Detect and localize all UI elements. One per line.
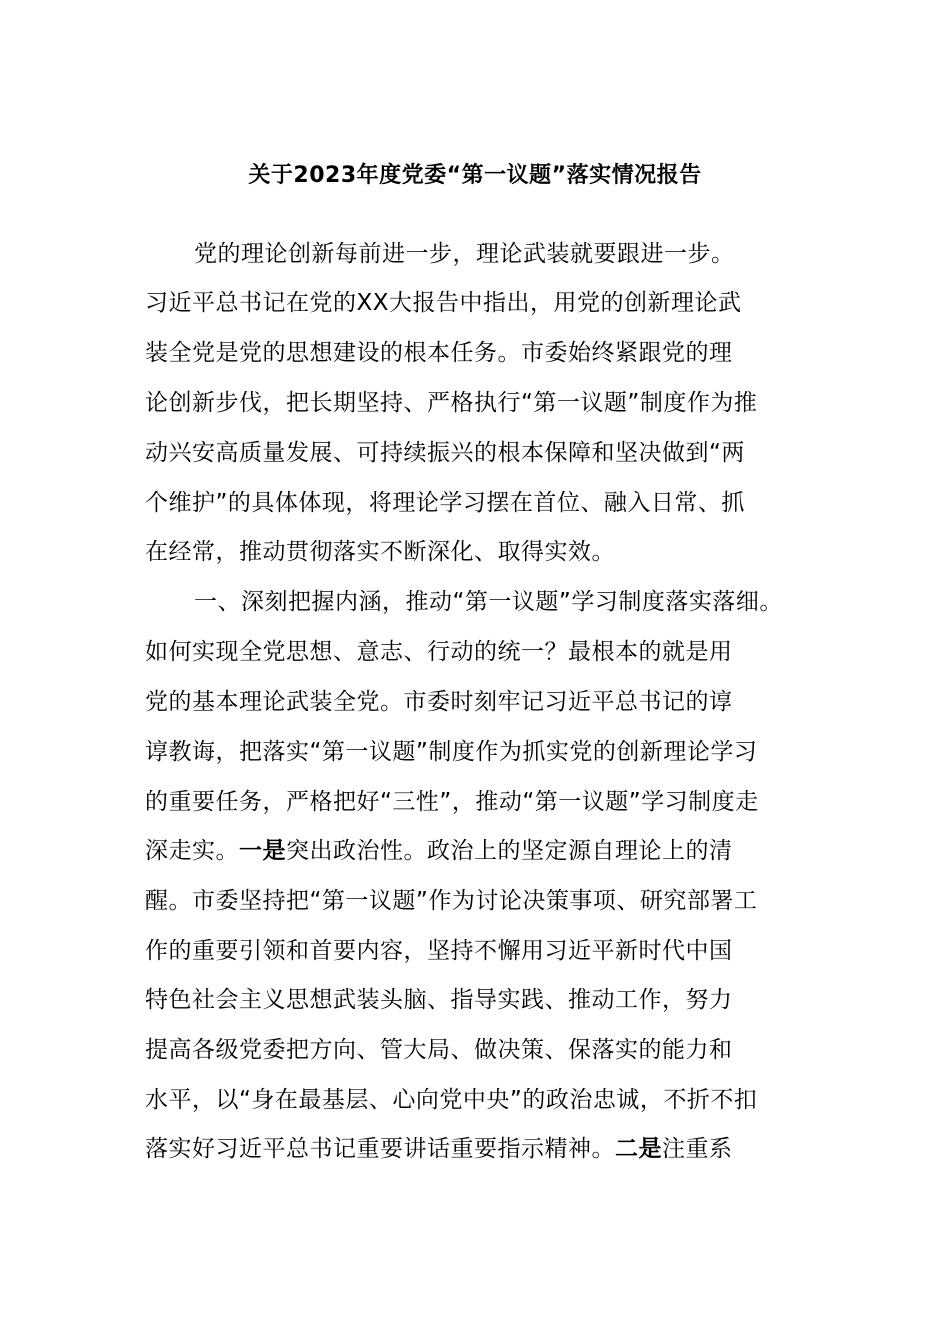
- paragraph-line: 个维护”的具体体现，将理论学习摆在首位、融入日常、抓: [145, 490, 745, 516]
- text-run: 突出政治性。政治上的坚定源自理论上的清: [286, 838, 733, 864]
- paragraph-line: 如何实现全党思想、意志、行动的统一？最根本的就是用: [145, 639, 733, 665]
- paragraph-line: 党的基本理论武装全党。市委时刻牢记习近平总书记的谆: [145, 689, 733, 715]
- paragraph-line: 动兴安高质量发展、可持续振兴的根本保障和坚决做到“两: [145, 440, 745, 466]
- paragraph-line: 习近平总书记在党的XX大报告中指出，用党的创新理论武: [145, 290, 742, 316]
- paragraph-line: 醒。市委坚持把“第一议题”作为讨论决策事项、研究部署工: [145, 888, 758, 914]
- bold-marker: 二是: [615, 1136, 662, 1162]
- paragraph-line: 作的重要引领和首要内容，坚持不懈用习近平新时代中国: [145, 938, 733, 964]
- paragraph-line: [145, 1131, 733, 1167]
- text-run: 注重系: [662, 1136, 733, 1162]
- paragraph-line: 党的理论创新每前进一步，理论武装就要跟进一步。: [194, 241, 735, 267]
- paragraph-line: 在经常，推动贯彻落实不断深化、取得实效。: [145, 539, 615, 565]
- paragraph-line: 谆教诲，把落实“第一议题”制度作为抓实党的创新理论学习: [145, 739, 758, 765]
- paragraph-line: 论创新步伐，把长期坚持、严格执行“第一议题”制度作为推: [145, 390, 758, 416]
- document-title: 关于2023年度党委“第一议题”落实情况报告: [248, 163, 702, 188]
- paragraph-line: 特色社会主义思想武装头脑、指导实践、推动工作，努力: [145, 987, 733, 1013]
- text-run: 深走实。: [145, 838, 239, 864]
- paragraph-line: 水平，以“身在最基层、心向党中央”的政治忠诚，不折不扣: [145, 1087, 758, 1113]
- paragraph-line: 提高各级党委把方向、管大局、做决策、保落实的能力和: [145, 1037, 733, 1063]
- bold-marker: 一是: [239, 838, 286, 864]
- paragraph-line: 的重要任务，严格把好“三性”，推动“第一议题”学习制度走: [145, 789, 759, 815]
- section-heading-line: 一、深刻把握内涵，推动“第一议题”学习制度落实落细。: [194, 589, 783, 615]
- text-run: 落实好习近平总书记重要讲话重要指示精神。: [145, 1136, 615, 1162]
- paragraph-line: [145, 833, 733, 869]
- paragraph-line: 装全党是党的思想建设的根本任务。市委始终紧跟党的理: [145, 340, 733, 366]
